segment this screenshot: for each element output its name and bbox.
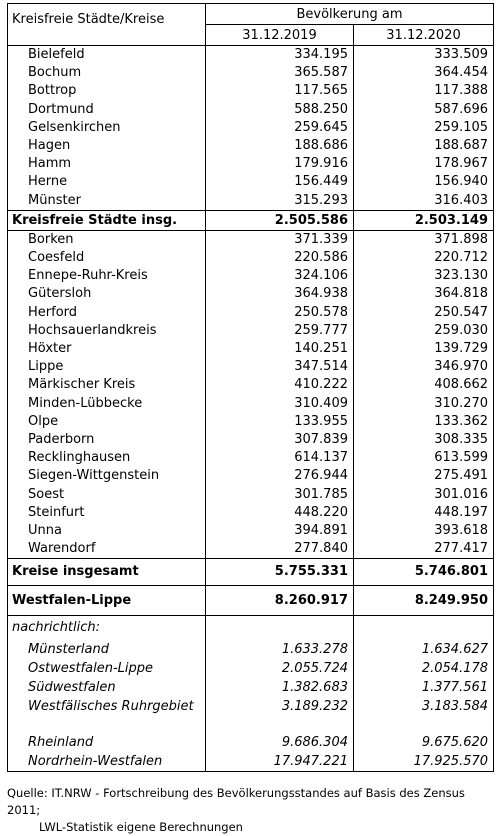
- city-row: [8, 82, 494, 100]
- row-label: Bottrop: [8, 82, 206, 100]
- cities-section: [8, 46, 494, 211]
- value-2019: 301.785: [206, 486, 354, 504]
- population-table: [7, 3, 494, 772]
- column-header-2020: 31.12.2020: [354, 25, 494, 46]
- district-row: [8, 522, 494, 540]
- memo-spacer: [8, 716, 494, 733]
- row-label: Höxter: [8, 340, 206, 358]
- value-2020: 275.491: [354, 467, 494, 485]
- row-label: Westfalen-Lippe: [8, 586, 206, 616]
- row-label: Ennepe-Ruhr-Kreis: [8, 267, 206, 285]
- value-2019: 188.686: [206, 137, 354, 155]
- row-label: Südwestfalen: [8, 678, 206, 697]
- value-2020: 2.054.178: [354, 659, 494, 678]
- value-2019: 9.686.304: [206, 733, 354, 752]
- value-2020: 3.183.584: [354, 697, 494, 716]
- district-row: [8, 340, 494, 358]
- value-2019: 307.839: [206, 431, 354, 449]
- row-label: Kreise insgesamt: [8, 559, 206, 586]
- row-label: Hamm: [8, 155, 206, 173]
- value-2019: 614.137: [206, 449, 354, 467]
- value-2020: 1.634.627: [354, 640, 494, 659]
- value-2019: 371.339: [206, 230, 354, 249]
- memo-state-row: [8, 733, 494, 752]
- source-note: [7, 785, 500, 836]
- value-2019: 394.891: [206, 522, 354, 540]
- row-label: Hagen: [8, 137, 206, 155]
- memo-region-row: [8, 640, 494, 659]
- value-2020: 220.712: [354, 249, 494, 267]
- value-2019: 117.565: [206, 82, 354, 100]
- value-2019: 156.449: [206, 173, 354, 191]
- value-2019: 364.938: [206, 285, 354, 303]
- value-2019: 2.055.724: [206, 659, 354, 678]
- row-label: Gelsenkirchen: [8, 119, 206, 137]
- city-row: [8, 155, 494, 173]
- district-row: [8, 449, 494, 467]
- value-2020: 17.925.570: [354, 752, 494, 772]
- row-label: Ostwestfalen-Lippe: [8, 659, 206, 678]
- row-label: Bielefeld: [8, 46, 206, 65]
- value-2019: 8.260.917: [206, 586, 354, 616]
- memo-region-row: [8, 659, 494, 678]
- value-2020: 301.016: [354, 486, 494, 504]
- value-2019: 276.944: [206, 467, 354, 485]
- city-row: [8, 192, 494, 211]
- row-label: Minden-Lübbecke: [8, 395, 206, 413]
- value-2019: 220.586: [206, 249, 354, 267]
- row-label: Herford: [8, 304, 206, 322]
- city-row: [8, 173, 494, 191]
- value-2019: 324.106: [206, 267, 354, 285]
- value-2019: 410.222: [206, 376, 354, 394]
- value-2020: 316.403: [354, 192, 494, 211]
- value-2020: 308.335: [354, 431, 494, 449]
- value-2020: 277.417: [354, 540, 494, 559]
- value-2019: 3.189.232: [206, 697, 354, 716]
- value-2019: 277.840: [206, 540, 354, 559]
- value-2020: 188.687: [354, 137, 494, 155]
- district-row: [8, 322, 494, 340]
- column-group-header: Bevölkerung am: [206, 4, 494, 25]
- column-header-region: Kreisfreie Städte/Kreise: [8, 4, 206, 46]
- value-2019: 448.220: [206, 504, 354, 522]
- value-2020: 333.509: [354, 46, 494, 65]
- value-2020: 259.030: [354, 322, 494, 340]
- value-2020: 587.696: [354, 101, 494, 119]
- districts-section: [8, 230, 494, 559]
- memo-section: [8, 640, 494, 772]
- memo-region-row: [8, 678, 494, 697]
- value-2020: 408.662: [354, 376, 494, 394]
- row-label: Olpe: [8, 413, 206, 431]
- value-2020: 448.197: [354, 504, 494, 522]
- row-label: Soest: [8, 486, 206, 504]
- district-row: [8, 249, 494, 267]
- row-label: Rheinland: [8, 733, 206, 752]
- row-label: Nordrhein-Westfalen: [8, 752, 206, 772]
- row-label: Dortmund: [8, 101, 206, 119]
- row-label: Lippe: [8, 358, 206, 376]
- district-row: [8, 285, 494, 303]
- district-row: [8, 504, 494, 522]
- value-2019: 140.251: [206, 340, 354, 358]
- city-row: [8, 46, 494, 65]
- value-2020: 117.388: [354, 82, 494, 100]
- memo-label-row: [8, 616, 494, 641]
- value-2019: 259.777: [206, 322, 354, 340]
- value-2020: 371.898: [354, 230, 494, 249]
- row-label: Westfälisches Ruhrgebiet: [8, 697, 206, 716]
- row-label: Unna: [8, 522, 206, 540]
- value-2019: 365.587: [206, 64, 354, 82]
- district-row: [8, 230, 494, 249]
- value-2019: 315.293: [206, 192, 354, 211]
- value-2020: 346.970: [354, 358, 494, 376]
- value-2020: 133.362: [354, 413, 494, 431]
- value-2020: 364.454: [354, 64, 494, 82]
- row-label: Siegen-Wittgenstein: [8, 467, 206, 485]
- district-row: [8, 540, 494, 559]
- district-row: [8, 431, 494, 449]
- city-row: [8, 101, 494, 119]
- memo-label: nachrichtlich:: [8, 616, 206, 641]
- district-row: [8, 413, 494, 431]
- value-2019: 17.947.221: [206, 752, 354, 772]
- value-2019: 347.514: [206, 358, 354, 376]
- row-label: Hochsauerlandkreis: [8, 322, 206, 340]
- memo-state-row: [8, 752, 494, 772]
- row-label: Herne: [8, 173, 206, 191]
- value-2019: 179.916: [206, 155, 354, 173]
- value-2020: 323.130: [354, 267, 494, 285]
- value-2020: 139.729: [354, 340, 494, 358]
- value-2019: 259.645: [206, 119, 354, 137]
- row-label: Kreisfreie Städte insg.: [8, 210, 206, 230]
- value-2020: 156.940: [354, 173, 494, 191]
- value-2019: 5.755.331: [206, 559, 354, 586]
- value-2020: 364.818: [354, 285, 494, 303]
- value-2019: 133.955: [206, 413, 354, 431]
- district-row: [8, 395, 494, 413]
- value-2020: 250.547: [354, 304, 494, 322]
- value-2020: 613.599: [354, 449, 494, 467]
- source-line-1: Quelle: IT.NRW - Fortschreibung des Bevölkerungsstandes auf Basis des Zensus 2011;: [7, 786, 465, 817]
- city-row: [8, 64, 494, 82]
- row-label: Bochum: [8, 64, 206, 82]
- row-label: Münster: [8, 192, 206, 211]
- district-row: [8, 376, 494, 394]
- value-2019: 310.409: [206, 395, 354, 413]
- source-line-2: LWL-Statistik eigene Berechnungen: [39, 820, 243, 834]
- value-2020: 2.503.149: [354, 210, 494, 230]
- district-row: [8, 486, 494, 504]
- district-row: [8, 304, 494, 322]
- value-2019: 2.505.586: [206, 210, 354, 230]
- value-2020: 5.746.801: [354, 559, 494, 586]
- row-label: Münsterland: [8, 640, 206, 659]
- value-2019: 334.195: [206, 46, 354, 65]
- value-2020: 1.377.561: [354, 678, 494, 697]
- row-label: Märkischer Kreis: [8, 376, 206, 394]
- value-2020: 310.270: [354, 395, 494, 413]
- district-row: [8, 267, 494, 285]
- cities-total-row: [8, 210, 494, 230]
- value-2019: 250.578: [206, 304, 354, 322]
- value-2020: 393.618: [354, 522, 494, 540]
- row-label: Recklinghausen: [8, 449, 206, 467]
- grand-total-row: [8, 586, 494, 616]
- value-2020: 178.967: [354, 155, 494, 173]
- value-2020: 9.675.620: [354, 733, 494, 752]
- row-label: Coesfeld: [8, 249, 206, 267]
- row-label: Borken: [8, 230, 206, 249]
- value-2019: 1.633.278: [206, 640, 354, 659]
- row-label: Warendorf: [8, 540, 206, 559]
- districts-total-row: [8, 559, 494, 586]
- district-row: [8, 358, 494, 376]
- district-row: [8, 467, 494, 485]
- memo-region-row: [8, 697, 494, 716]
- value-2020: 8.249.950: [354, 586, 494, 616]
- value-2019: 1.382.683: [206, 678, 354, 697]
- value-2020: 259.105: [354, 119, 494, 137]
- column-header-2019: 31.12.2019: [206, 25, 354, 46]
- row-label: Gütersloh: [8, 285, 206, 303]
- value-2019: 588.250: [206, 101, 354, 119]
- city-row: [8, 137, 494, 155]
- row-label: Paderborn: [8, 431, 206, 449]
- row-label: Steinfurt: [8, 504, 206, 522]
- city-row: [8, 119, 494, 137]
